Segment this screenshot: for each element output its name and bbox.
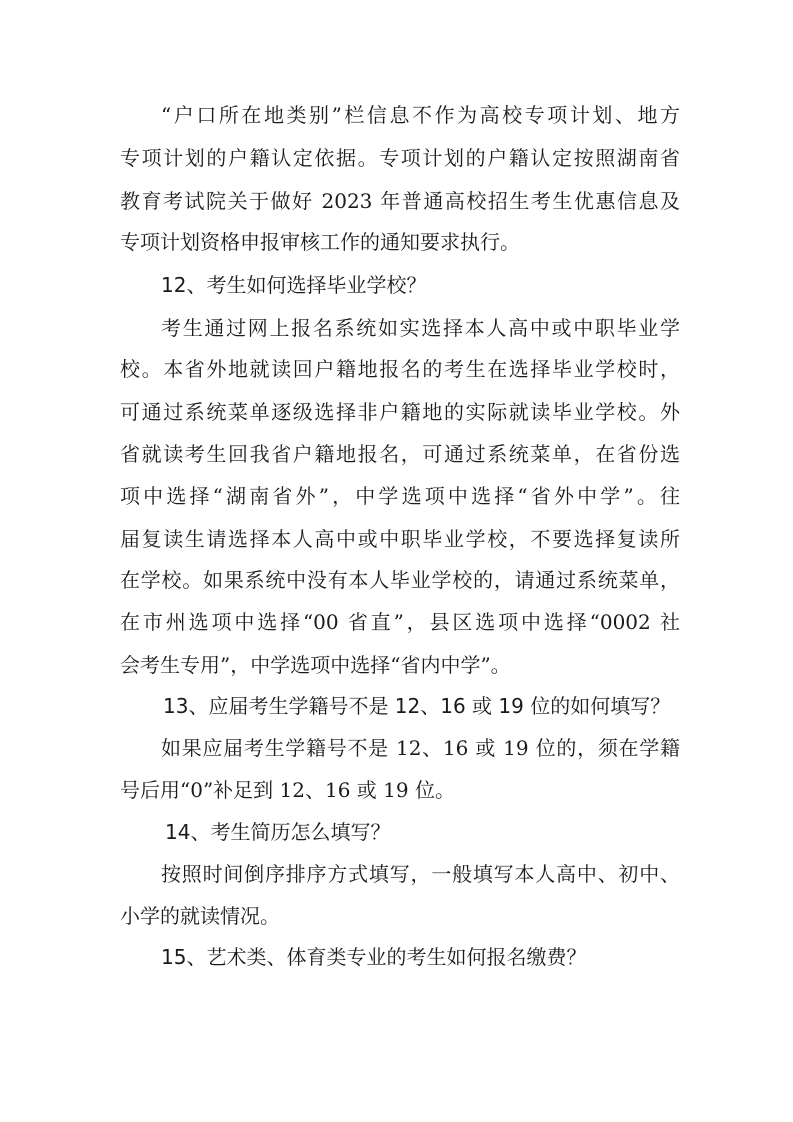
text-line: 考生通过网上报名系统如实选择本人高中或中职毕业学 [161, 316, 680, 340]
text-line: 项中选择“湖南省外”，中学选项中选择“省外中学”。往 [120, 484, 680, 508]
question-heading-12: 12、考生如何选择毕业学校？ [161, 273, 427, 297]
text-line: 省就读考生回我省户籍地报名，可通过系统菜单，在省份选 [120, 442, 680, 466]
text-line: 如果应届考生学籍号不是 12、16 或 19 位的，须在学籍 [161, 736, 680, 760]
text-line: 在学校。如果系统中没有本人毕业学校的，请通过系统菜单， [120, 568, 680, 592]
text-line: 可通过系统菜单逐级选择非户籍地的实际就读毕业学校。外 [120, 400, 680, 424]
question-heading-13: 13、应届考生学籍号不是 12、16 或 19 位的如何填写？ [163, 694, 671, 718]
question-heading-15: 15、艺术类、体育类专业的考生如何报名缴费？ [161, 945, 587, 969]
text-line: 教育考试院关于做好 2023 年普通高校招生考生优惠信息及 [120, 189, 680, 213]
text-line: 校。本省外地就读回户籍地报名的考生在选择毕业学校时， [120, 357, 680, 381]
text-line: 在市州选项中选择“00 省直”，县区选项中选择“0002 社 [120, 610, 680, 634]
text-line: “户口所在地类别”栏信息不作为高校专项计划、地方 [161, 103, 680, 127]
text-line: 小学的就读情况。 [120, 904, 280, 928]
text-line: 专项计划的户籍认定依据。专项计划的户籍认定按照湖南省 [120, 146, 680, 170]
text-line: 会考生专用”，中学选项中选择“省内中学”。 [120, 653, 511, 677]
text-line: 专项计划资格申报审核工作的通知要求执行。 [120, 230, 520, 254]
question-heading-14: 14、考生简历怎么填写？ [165, 820, 391, 844]
text-line: 届复读生请选择本人高中或中职毕业学校，不要选择复读所 [120, 527, 680, 551]
text-line: 按照时间倒序排序方式填写，一般填写本人高中、初中、 [161, 862, 680, 886]
text-line: 号后用“0”补足到 12、16 或 19 位。 [120, 778, 455, 802]
